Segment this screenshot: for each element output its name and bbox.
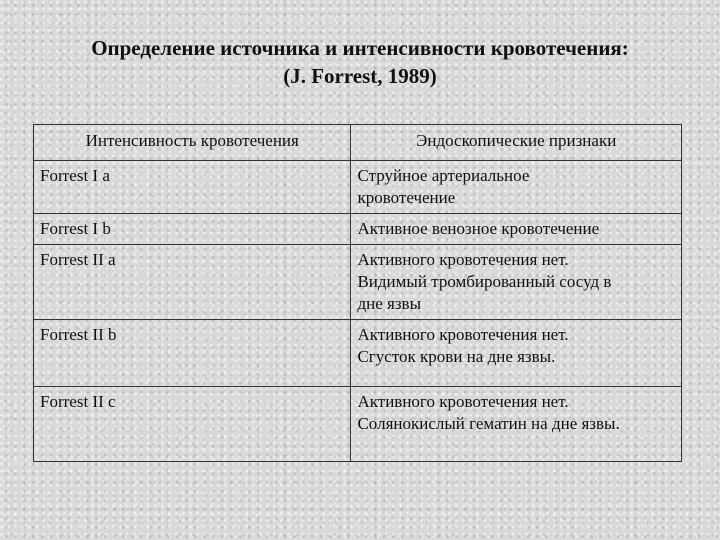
grade-label: Forrest II a — [40, 250, 116, 269]
grade-label: Forrest I b — [40, 219, 111, 238]
grade-cell — [34, 245, 351, 320]
signs-line: Активного кровотечения нет. — [357, 325, 569, 344]
signs-line: Активного кровотечения нет. — [357, 250, 569, 269]
table-row — [34, 161, 682, 214]
table-header-row — [34, 125, 682, 161]
table-row — [34, 245, 682, 320]
grade-label: Forrest II c — [40, 392, 116, 411]
signs-line: Струйное артериальное — [357, 166, 530, 185]
grade-cell — [34, 387, 351, 462]
title-line-2: (J. Forrest, 1989) — [283, 64, 437, 88]
grade-label: Forrest II b — [40, 325, 117, 344]
signs-line: Солянокислый гематин на дне язвы. — [357, 414, 620, 433]
signs-line: Сгусток крови на дне язвы. — [357, 347, 556, 366]
signs-cell — [351, 245, 682, 320]
table-row — [34, 320, 682, 387]
signs-cell — [351, 214, 682, 245]
header-endoscopic-signs: Эндоскопические признаки — [351, 125, 682, 161]
title-line-1: Определение источника и интенсивности кровотечения: — [91, 36, 629, 60]
signs-cell — [351, 320, 682, 387]
signs-line: Видимый тромбированный сосуд в — [357, 272, 612, 291]
grade-label: Forrest I a — [40, 166, 110, 185]
signs-line: Активное венозное кровотечение — [357, 219, 600, 238]
table-row — [34, 387, 682, 462]
forrest-classification-table — [33, 124, 682, 462]
slide-title — [0, 34, 720, 90]
grade-cell — [34, 214, 351, 245]
table-row — [34, 214, 682, 245]
signs-line: дне язвы — [357, 294, 421, 313]
signs-line: кровотечение — [357, 188, 456, 207]
header-intensity: Интенсивность кровотечения — [34, 125, 351, 161]
signs-cell — [351, 387, 682, 462]
signs-line: Активного кровотечения нет. — [357, 392, 569, 411]
grade-cell — [34, 161, 351, 214]
signs-cell — [351, 161, 682, 214]
grade-cell — [34, 320, 351, 387]
